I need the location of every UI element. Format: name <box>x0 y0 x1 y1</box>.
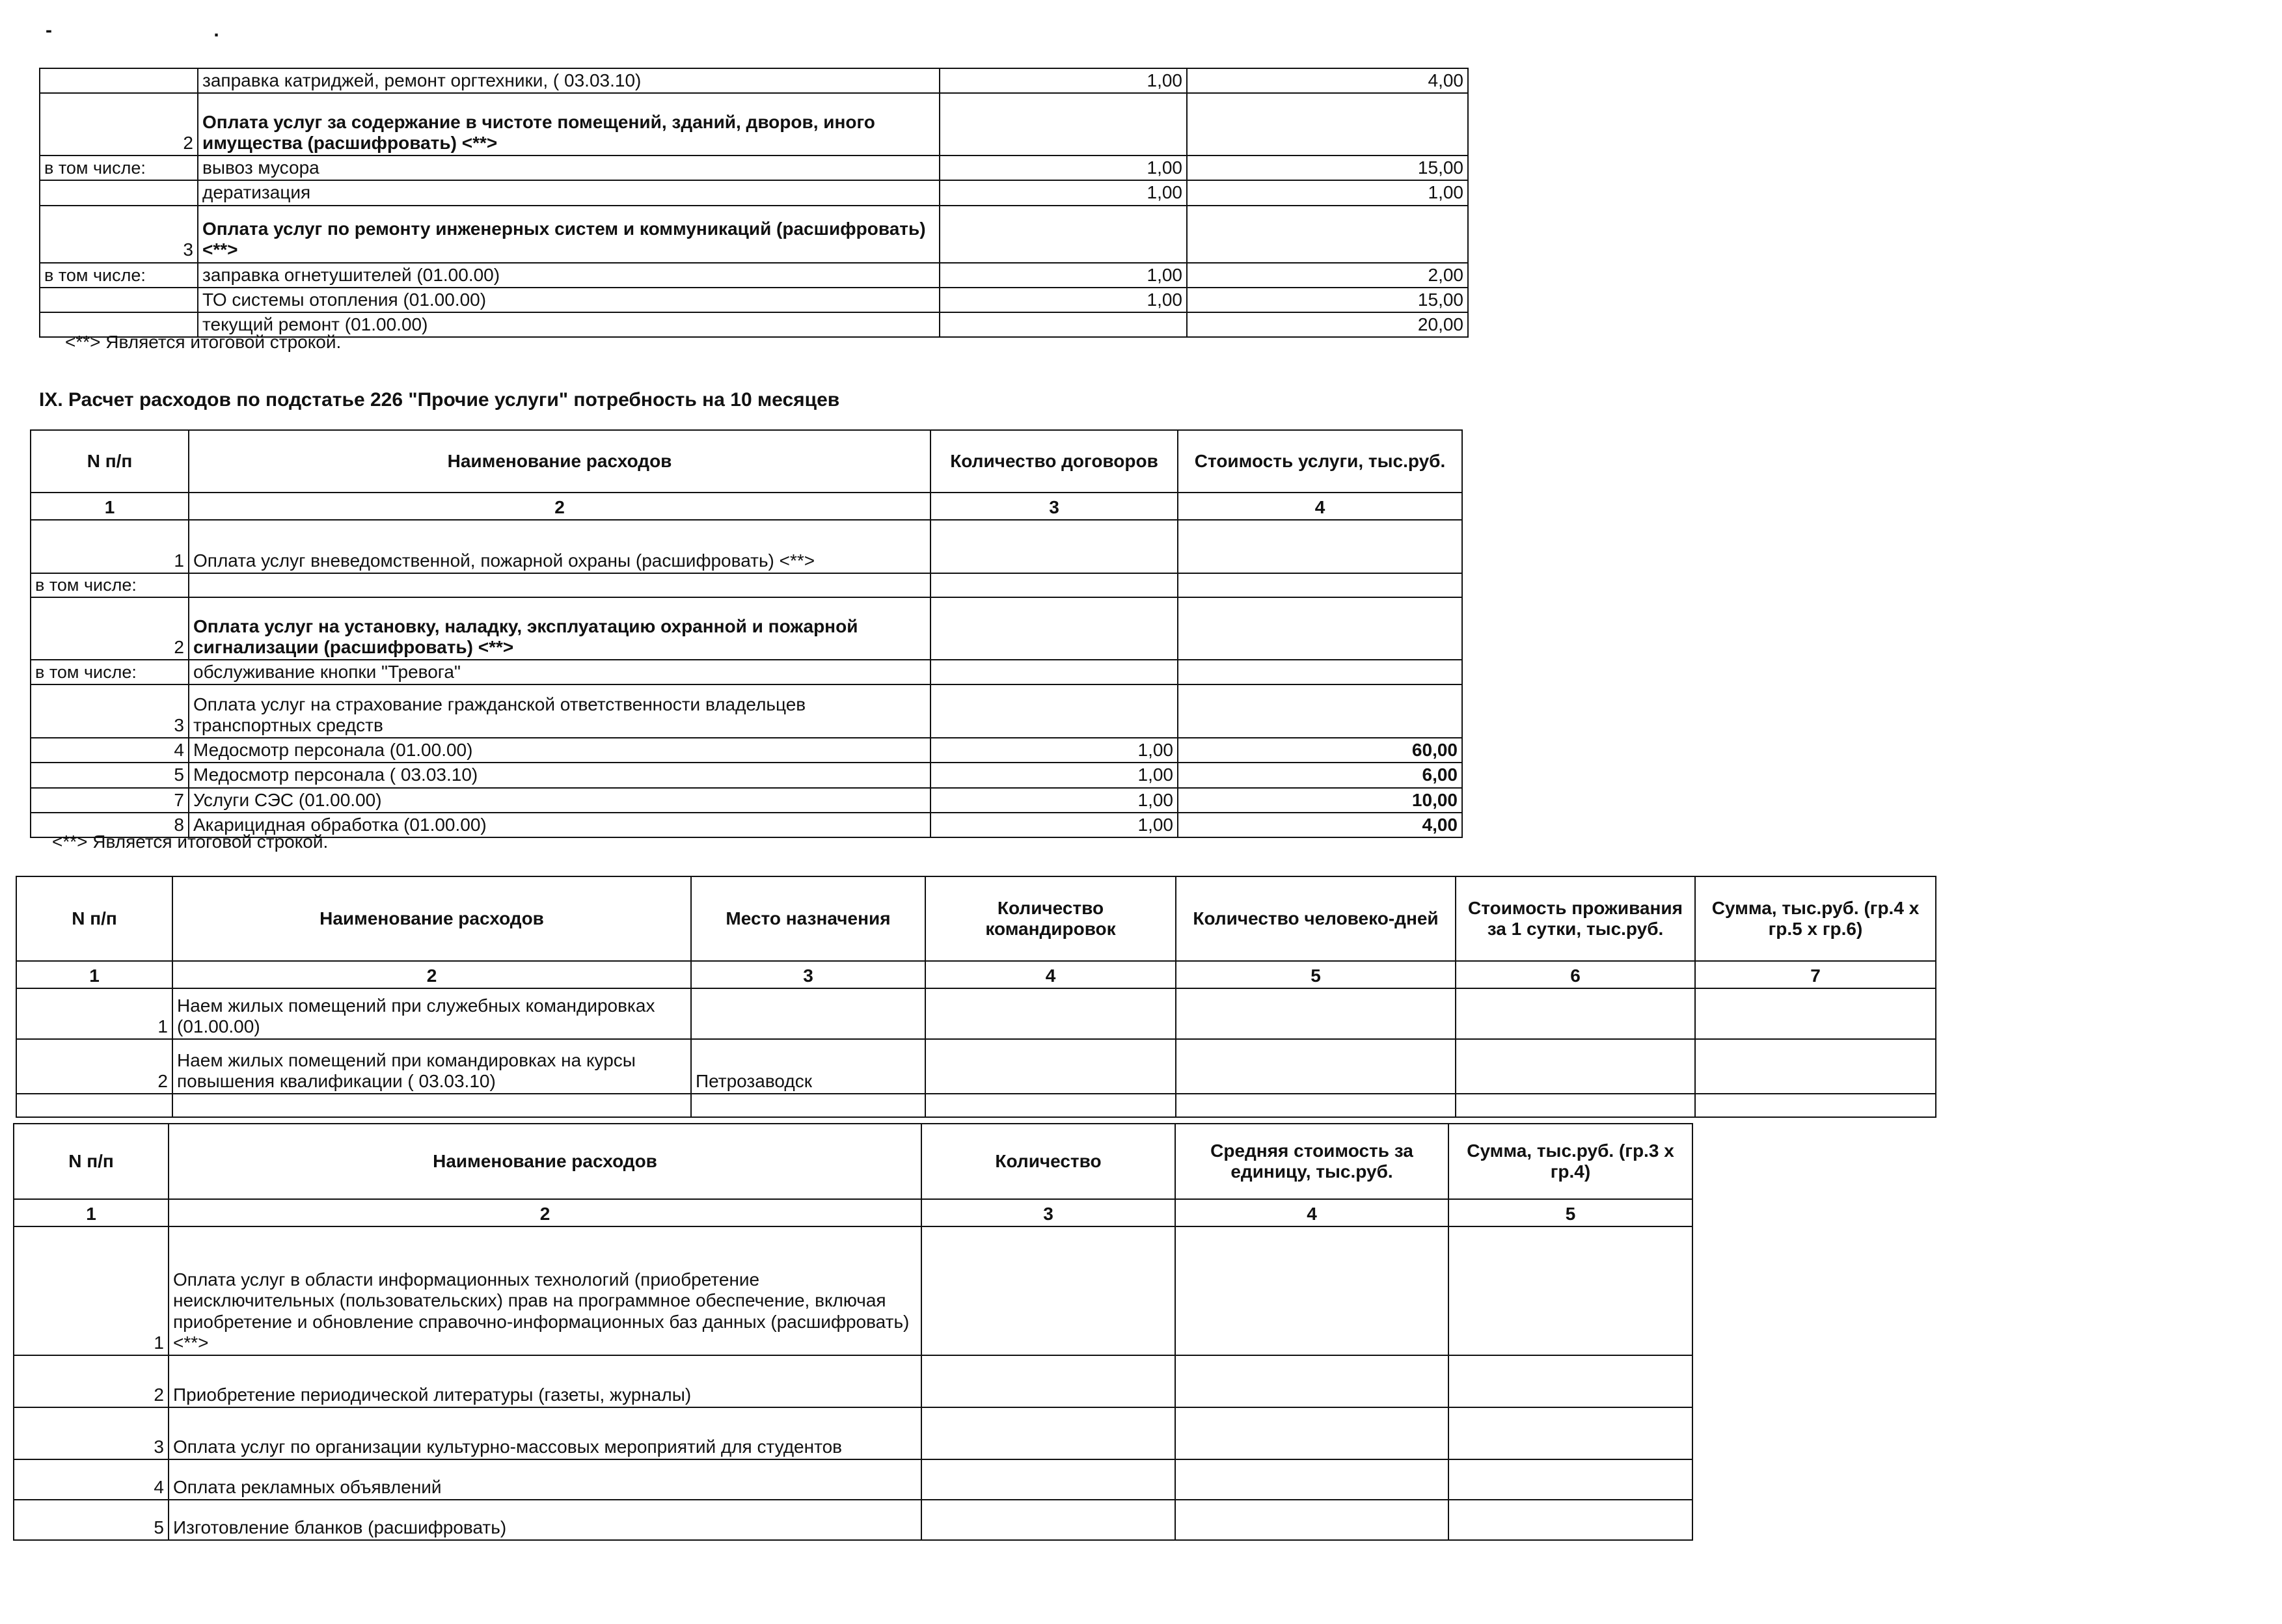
contracts-count-value: 1,00 <box>930 738 1178 763</box>
contracts-count-value <box>930 684 1178 738</box>
total-sum-value <box>1695 1094 1936 1117</box>
expense-name: вывоз мусора <box>198 156 940 180</box>
row-number: 2 <box>31 597 189 660</box>
expense-name: Оплата рекламных объявлений <box>169 1459 921 1500</box>
quantity-value: 1,00 <box>940 156 1187 180</box>
expense-name: Оплата услуг вневедомственной, пожарной охраны (расшифровать) <**> <box>189 520 930 573</box>
table-row <box>40 156 1468 180</box>
row-number: в том числе: <box>31 660 189 684</box>
expense-name: Оплата услуг в области информационных технологий (приобретение неисключительных (пользовательских) прав на программное обеспечение, включая приобретение и обновление справочно-информационных баз данных (расшифровать) <**> <box>169 1226 921 1355</box>
col-number-4: 4 <box>925 961 1176 988</box>
table-row <box>31 684 1462 738</box>
row-number: в том числе: <box>40 156 198 180</box>
quantity-value <box>921 1407 1175 1459</box>
expense-name: Оплата услуг по ремонту инженерных систем и коммуникаций (расшифровать) <**> <box>198 206 940 263</box>
col-header-service-cost: Стоимость услуги, тыс.руб. <box>1178 430 1462 493</box>
avg-unit-cost-value <box>1175 1500 1448 1540</box>
contracts-count-value: 1,00 <box>930 763 1178 787</box>
col-number-2: 2 <box>172 961 691 988</box>
table-row <box>40 263 1468 288</box>
expense-name: Оплата услуг на страхование гражданской ответственности владельцев транспортных средств <box>189 684 930 738</box>
cost-value: 15,00 <box>1187 156 1468 180</box>
col-number-5: 5 <box>1176 961 1456 988</box>
table-row <box>14 1500 1692 1540</box>
col-header-trips-count: Количество командировок <box>925 876 1176 961</box>
col-header-number: N п/п <box>16 876 172 961</box>
expense-name: Оплата услуг по организации культурно-массовых мероприятий для студентов <box>169 1407 921 1459</box>
col-header-number: N п/п <box>14 1124 169 1199</box>
contracts-count-value <box>930 660 1178 684</box>
trips-count-value <box>925 1039 1176 1094</box>
table-row <box>16 988 1936 1039</box>
expense-name: Наем жилых помещений при служебных командировках (01.00.00) <box>172 988 691 1039</box>
table-row <box>31 788 1462 813</box>
total-sum-value <box>1448 1500 1692 1540</box>
cost-value: 15,00 <box>1187 288 1468 312</box>
row-number: 5 <box>14 1500 169 1540</box>
expense-name: Изготовление бланков (расшифровать) <box>169 1500 921 1540</box>
row-number: 7 <box>31 788 189 813</box>
service-cost-value <box>1178 520 1462 573</box>
quantity-value <box>940 93 1187 156</box>
total-sum-value <box>1695 1039 1936 1094</box>
quantity-value <box>921 1500 1175 1540</box>
col-header-total-sum: Сумма, тыс.руб. (гр.3 х гр.4) <box>1448 1124 1692 1199</box>
row-number: 4 <box>14 1459 169 1500</box>
col-number-3: 3 <box>930 493 1178 520</box>
col-header-person-days: Количество человеко-дней <box>1176 876 1456 961</box>
col-number-1: 1 <box>31 493 189 520</box>
business-trip-housing-table <box>16 876 1936 1118</box>
scan-specks: - . <box>46 20 297 41</box>
col-header-number: N п/п <box>31 430 189 493</box>
row-number: в том числе: <box>40 263 198 288</box>
row-number: 2 <box>16 1039 172 1094</box>
expense-name: обслуживание кнопки "Тревога" <box>189 660 930 684</box>
row-number: в том числе: <box>31 573 189 597</box>
col-number-7: 7 <box>1695 961 1936 988</box>
col-header-avg-unit-cost: Средняя стоимость за единицу, тыс.руб. <box>1175 1124 1448 1199</box>
col-header-contracts-count: Количество договоров <box>930 430 1178 493</box>
row-number <box>16 1094 172 1117</box>
col-number-5: 5 <box>1448 1199 1692 1226</box>
avg-unit-cost-value <box>1175 1226 1448 1355</box>
quantity-value <box>921 1355 1175 1407</box>
row-number: 3 <box>31 684 189 738</box>
avg-unit-cost-value <box>1175 1407 1448 1459</box>
expense-name: Услуги СЭС (01.00.00) <box>189 788 930 813</box>
cost-value: 2,00 <box>1187 263 1468 288</box>
row-number: 4 <box>31 738 189 763</box>
expense-name: дератизация <box>198 180 940 205</box>
row-number: 8 <box>31 813 189 837</box>
service-cost-value <box>1178 660 1462 684</box>
col-number-4: 4 <box>1178 493 1462 520</box>
col-number-1: 1 <box>14 1199 169 1226</box>
row-number: 1 <box>16 988 172 1039</box>
expense-name: Оплата услуг на установку, наладку, эксплуатацию охранной и пожарной сигнализации (расшифровать) <**> <box>189 597 930 660</box>
expense-name: текущий ремонт (01.00.00) <box>198 312 940 337</box>
expense-name: Акарицидная обработка (01.00.00) <box>189 813 930 837</box>
service-cost-value: 60,00 <box>1178 738 1462 763</box>
table-row <box>31 660 1462 684</box>
expense-name: заправка катриджей, ремонт оргтехники, ( 03.03.10) <box>198 68 940 93</box>
other-services-table <box>30 429 1463 838</box>
expense-name: Оплата услуг за содержание в чистоте помещений, зданий, дворов, иного имущества (расшифровать) <**> <box>198 93 940 156</box>
cost-value: 4,00 <box>1187 68 1468 93</box>
daily-cost-value <box>1456 1039 1695 1094</box>
total-sum-value <box>1695 988 1936 1039</box>
table-row <box>40 68 1468 93</box>
table-row <box>16 1094 1936 1117</box>
cost-value <box>1187 206 1468 263</box>
row-number: 3 <box>40 206 198 263</box>
row-number: 5 <box>31 763 189 787</box>
it-and-misc-services-table <box>13 1123 1693 1541</box>
total-sum-value <box>1448 1355 1692 1407</box>
quantity-value <box>921 1459 1175 1500</box>
service-cost-value <box>1178 573 1462 597</box>
destination-value <box>691 1094 925 1117</box>
avg-unit-cost-value <box>1175 1355 1448 1407</box>
table-row <box>14 1355 1692 1407</box>
row-number: 1 <box>14 1226 169 1355</box>
table-row <box>31 520 1462 573</box>
row-number <box>40 288 198 312</box>
footnote-total-row-2: <**> Является итоговой строкой. <box>52 832 329 852</box>
col-header-destination: Место назначения <box>691 876 925 961</box>
service-cost-value <box>1178 684 1462 738</box>
quantity-value <box>940 312 1187 337</box>
col-header-quantity: Количество <box>921 1124 1175 1199</box>
table-row <box>14 1226 1692 1355</box>
expense-name <box>189 573 930 597</box>
table-row <box>14 1407 1692 1459</box>
col-header-expense-name: Наименование расходов <box>169 1124 921 1199</box>
row-number <box>40 68 198 93</box>
service-cost-value: 10,00 <box>1178 788 1462 813</box>
contracts-count-value <box>930 573 1178 597</box>
person-days-value <box>1176 988 1456 1039</box>
row-number <box>40 180 198 205</box>
expense-name: заправка огнетушителей (01.00.00) <box>198 263 940 288</box>
quantity-value: 1,00 <box>940 288 1187 312</box>
section-ix-title: IX. Расчет расходов по подстатье 226 "Прочие услуги" потребность на 10 месяцев <box>39 389 840 411</box>
footnote-total-row-1: <**> Является итоговой строкой. <box>65 332 342 352</box>
table-row <box>40 206 1468 263</box>
col-number-4: 4 <box>1175 1199 1448 1226</box>
col-number-2: 2 <box>189 493 930 520</box>
cost-value <box>1187 93 1468 156</box>
destination-value <box>691 988 925 1039</box>
quantity-value: 1,00 <box>940 263 1187 288</box>
quantity-value: 1,00 <box>940 68 1187 93</box>
table-row <box>14 1459 1692 1500</box>
table-row <box>31 763 1462 787</box>
row-number: 2 <box>40 93 198 156</box>
col-header-total-sum: Сумма, тыс.руб. (гр.4 х гр.5 х гр.6) <box>1695 876 1936 961</box>
trips-count-value <box>925 988 1176 1039</box>
contracts-count-value <box>930 520 1178 573</box>
contracts-count-value: 1,00 <box>930 813 1178 837</box>
table-row <box>40 288 1468 312</box>
service-cost-value: 4,00 <box>1178 813 1462 837</box>
service-cost-value: 6,00 <box>1178 763 1462 787</box>
table-row <box>40 93 1468 156</box>
total-sum-value <box>1448 1226 1692 1355</box>
table-row <box>31 573 1462 597</box>
row-number: 3 <box>14 1407 169 1459</box>
quantity-value <box>940 206 1187 263</box>
expense-name: Медосмотр персонала ( 03.03.10) <box>189 763 930 787</box>
table-row <box>40 180 1468 205</box>
col-number-6: 6 <box>1456 961 1695 988</box>
contracts-count-value: 1,00 <box>930 788 1178 813</box>
col-header-daily-cost: Стоимость проживания за 1 сутки, тыс.руб. <box>1456 876 1695 961</box>
quantity-value <box>921 1226 1175 1355</box>
services-continuation-table <box>39 68 1469 338</box>
total-sum-value <box>1448 1459 1692 1500</box>
cost-value: 20,00 <box>1187 312 1468 337</box>
trips-count-value <box>925 1094 1176 1117</box>
row-number: 2 <box>14 1355 169 1407</box>
total-sum-value <box>1448 1407 1692 1459</box>
daily-cost-value <box>1456 1094 1695 1117</box>
row-number: 1 <box>31 520 189 573</box>
destination-value: Петрозаводск <box>691 1039 925 1094</box>
col-number-2: 2 <box>169 1199 921 1226</box>
cost-value: 1,00 <box>1187 180 1468 205</box>
table-row <box>16 1039 1936 1094</box>
person-days-value <box>1176 1094 1456 1117</box>
daily-cost-value <box>1456 988 1695 1039</box>
expense-name: Приобретение периодической литературы (газеты, журналы) <box>169 1355 921 1407</box>
contracts-count-value <box>930 597 1178 660</box>
service-cost-value <box>1178 597 1462 660</box>
col-number-3: 3 <box>921 1199 1175 1226</box>
table-row <box>31 738 1462 763</box>
col-number-1: 1 <box>16 961 172 988</box>
expense-name <box>172 1094 691 1117</box>
avg-unit-cost-value <box>1175 1459 1448 1500</box>
col-number-3: 3 <box>691 961 925 988</box>
expense-name: ТО системы отопления (01.00.00) <box>198 288 940 312</box>
table-row <box>31 597 1462 660</box>
col-header-expense-name: Наименование расходов <box>172 876 691 961</box>
quantity-value: 1,00 <box>940 180 1187 205</box>
person-days-value <box>1176 1039 1456 1094</box>
col-header-expense-name: Наименование расходов <box>189 430 930 493</box>
expense-name: Наем жилых помещений при командировках на курсы повышения квалификации ( 03.03.10) <box>172 1039 691 1094</box>
expense-name: Медосмотр персонала (01.00.00) <box>189 738 930 763</box>
